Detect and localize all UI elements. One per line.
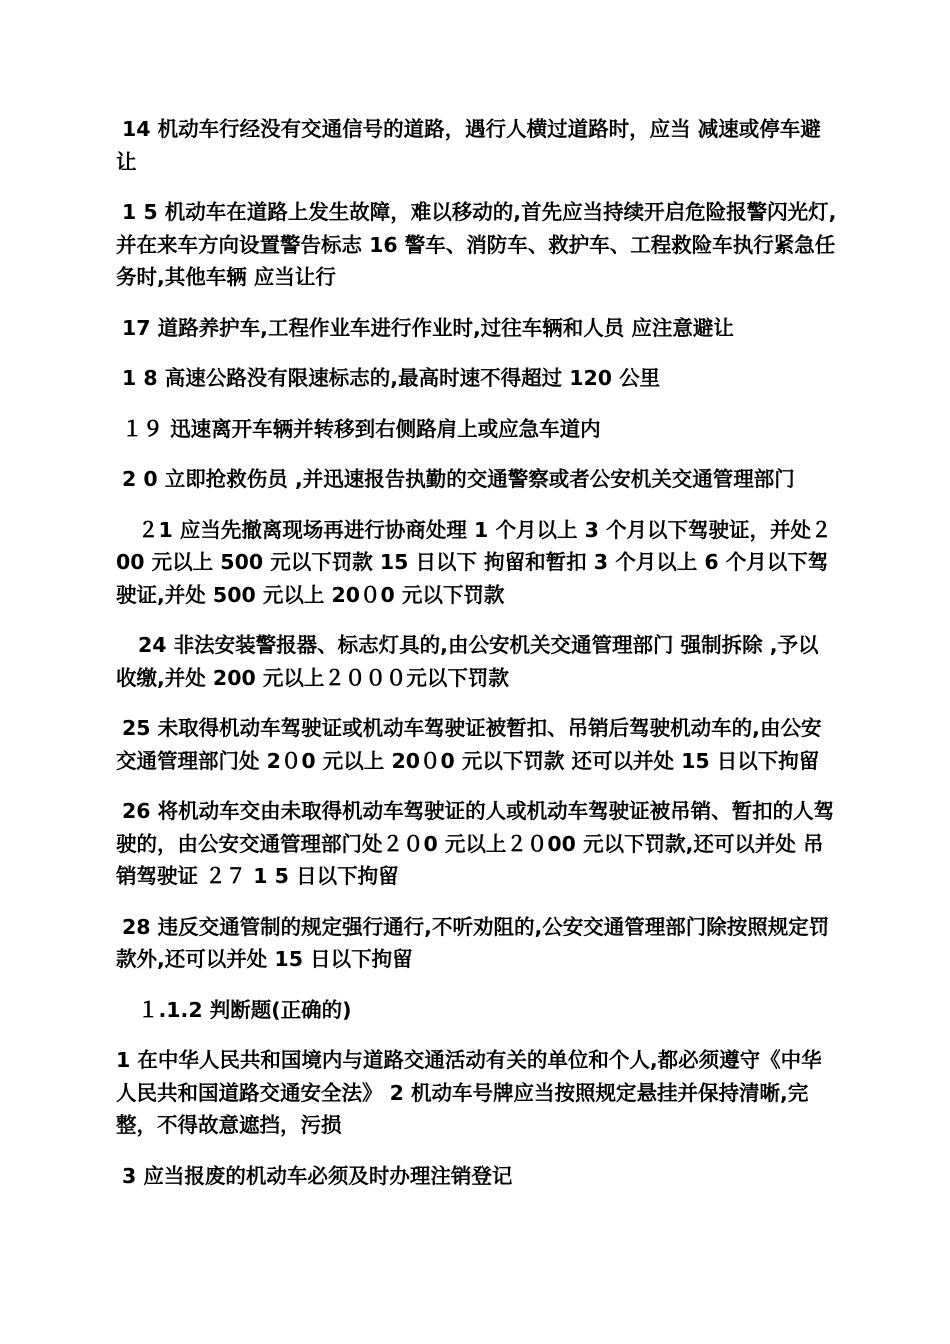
paragraph-item-25: 25 未取得机动车驾驶证或机动车驾驶证被暂扣、吊销后驾驶机动车的,由公安交通管理部门处 2０0 元以上 20０0 元以下罚款 还可以并处 15 日以下拘留 (116, 716, 822, 773)
paragraph-item-28: 28 违反交通管制的规定强行通行,不听劝阻的,公安交通管理部门除按照规定罚款外,还可以并处 15 日以下拘留 (116, 914, 830, 971)
paragraph-item-18: 1 8 高速公路没有限速标志的,最高时速不得超过 120 公里 (122, 366, 661, 390)
paragraph-item-26: 26 将机动车交由未取得机动车驾驶证的人或机动车驾驶证被吊销、暂扣的人驾驶的，由公安交通管理部门处２０0 元以上２０00 元以下罚款,还可以并处 吊销驾驶证 ２７ 1 5 日以下拘留 (116, 799, 835, 888)
paragraph-item-14: 14 机动车行经没有交通信号的道路，遇行人横过道路时，应当 减速或停车避让 (116, 117, 821, 174)
document-body (116, 113, 838, 1210)
paragraph-item-20: 2 0 立即抢救伤员 ,并迅速报告执勤的交通警察或者公安机关交通管理部门 (122, 467, 795, 491)
paragraph-item-judge-3: 3 应当报废的机动车必须及时办理注销登记 (122, 1163, 513, 1188)
paragraph-item-15: 1 5 机动车在道路上发生故障，难以移动的,首先应当持续开启危险报警闪光灯,并在来车方向设置警告标志 16 警车、消防车、救护车、工程救险车执行紧急任务时,其他车辆 应当让行 (116, 200, 837, 289)
paragraph-item-21: ２1 应当先撤离现场再进行协商处理 1 个月以上 3 个月以下驾驶证，并处２00 元以上 500 元以下罚款 15 日以下 拘留和暂扣 3 个月以上 6 个月以下驾驶证,并处 500 元以上 20０0 元以下罚款 (116, 517, 832, 607)
paragraph-item-17: 17 道路养护车,工程作业车进行作业时,过往车辆和人员 应注意避让 (122, 315, 734, 340)
paragraph-item-19: １９ 迅速离开车辆并转移到右侧路肩上或应急车道内 (122, 416, 601, 441)
paragraph-item-24: 24 非法安装警报器、标志灯具的,由公安机关交通管理部门 强制拆除 ,予以收缴,并处 200 元以上２０００元以下罚款 (116, 633, 819, 690)
section-heading: １.1.2 判断题(正确的) (138, 997, 352, 1022)
paragraph-item-judge-1: 1 在中华人民共和国境内与道路交通活动有关的单位和个人,都必须遵守《中华人民共和国道路交通安全法》 2 机动车号牌应当按照规定悬挂并保持清晰,完整，不得故意遮挡，污损 (116, 1048, 822, 1137)
